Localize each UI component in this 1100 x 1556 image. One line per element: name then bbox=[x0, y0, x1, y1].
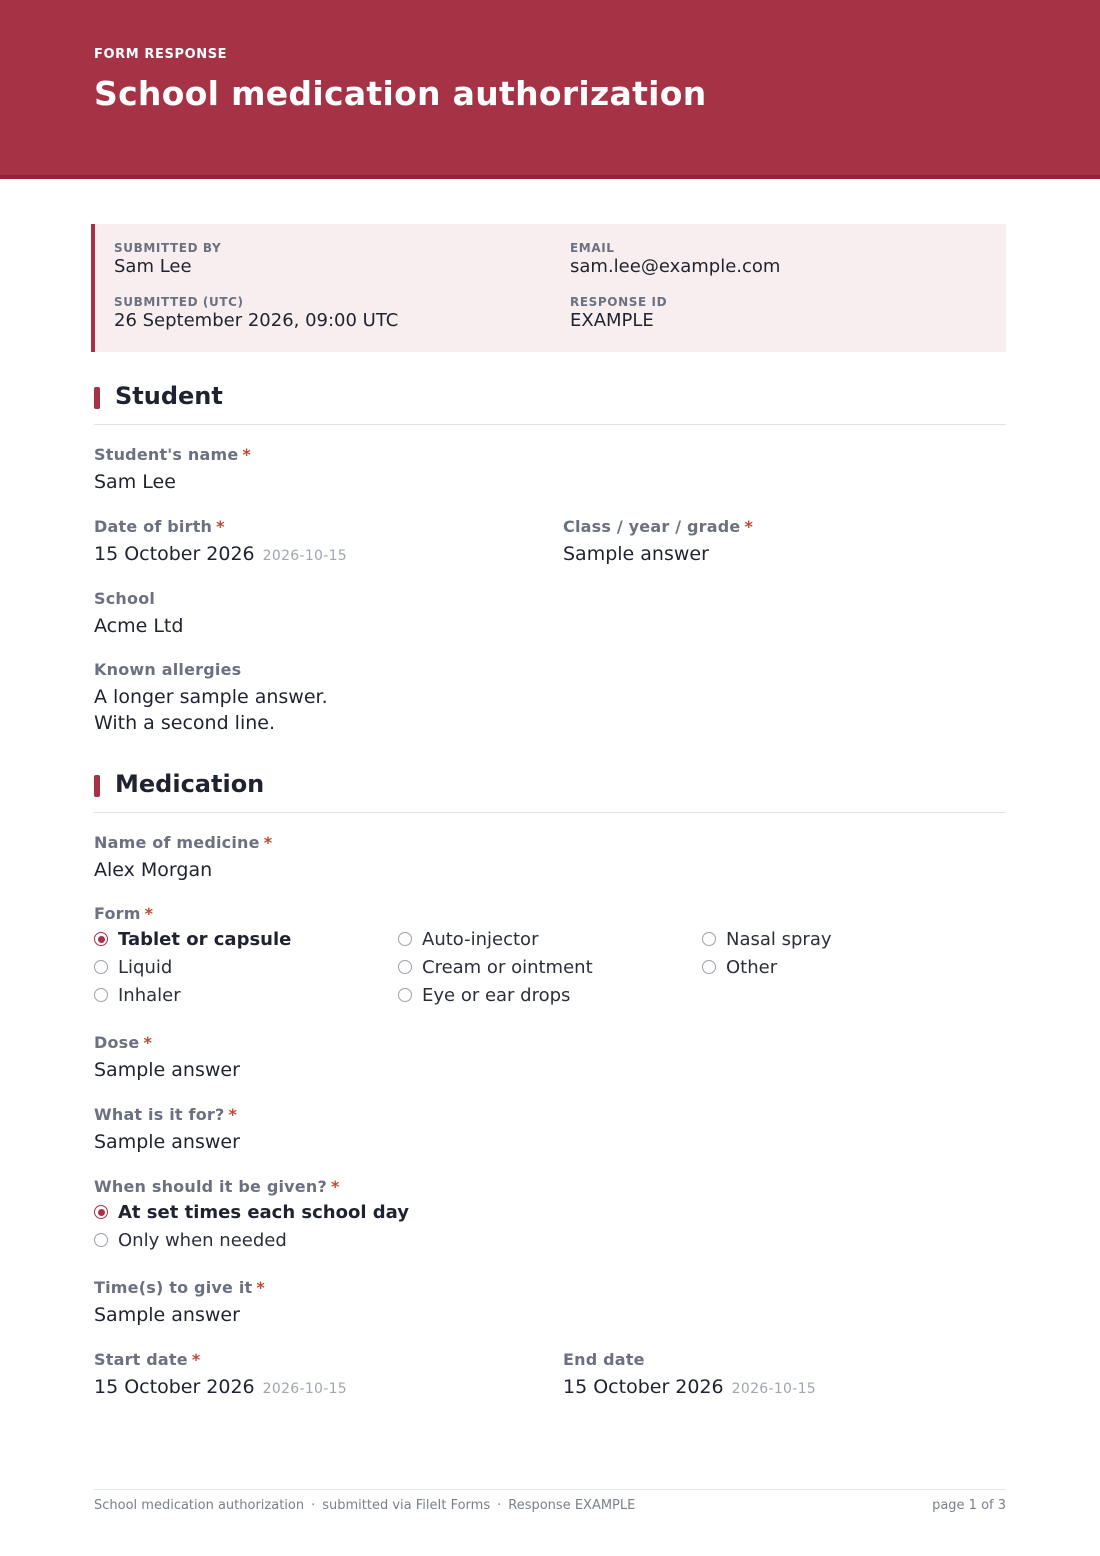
field-form bbox=[94, 904, 153, 923]
radio-empty-icon bbox=[94, 988, 108, 1002]
email bbox=[570, 241, 780, 277]
field-when-given bbox=[94, 1177, 340, 1196]
field-times bbox=[94, 1278, 265, 1328]
radio-empty-icon bbox=[398, 932, 412, 946]
footer-via: submitted via FileIt Forms bbox=[322, 1498, 491, 1513]
required-marker: * bbox=[143, 1033, 153, 1052]
field-label: Known allergies bbox=[94, 660, 242, 679]
field-label: Form * bbox=[94, 904, 154, 923]
iso-date: 2026-10-15 bbox=[731, 1381, 817, 1397]
field-label: Dose * bbox=[94, 1033, 153, 1052]
form-option-auto-injector: Auto-injector bbox=[398, 929, 538, 950]
footer-separator: · bbox=[311, 1498, 316, 1513]
form-option-tablet: Tablet or capsule bbox=[94, 929, 291, 950]
form-option-cream: Cream or ointment bbox=[398, 957, 593, 978]
form-option-other: Other bbox=[702, 957, 777, 978]
field-label: Date of birth * bbox=[94, 517, 225, 536]
field-date-of-birth bbox=[94, 517, 347, 569]
iso-date: 2026-10-15 bbox=[262, 1381, 348, 1397]
radio-empty-icon bbox=[398, 960, 412, 974]
response-id bbox=[570, 295, 667, 331]
radio-empty-icon bbox=[398, 988, 412, 1002]
required-marker: * bbox=[263, 833, 273, 852]
page-number: page 1 of 3 bbox=[932, 1498, 1006, 1513]
field-label: What is it for? * bbox=[94, 1105, 238, 1124]
field-label: Name of medicine * bbox=[94, 833, 273, 852]
field-label: Start date * bbox=[94, 1350, 201, 1369]
required-marker: * bbox=[216, 517, 225, 536]
radio-empty-icon bbox=[702, 960, 716, 974]
required-marker: * bbox=[228, 1105, 238, 1124]
field-value: Sample answer bbox=[94, 1304, 240, 1326]
form-header bbox=[0, 0, 1100, 179]
required-marker: * bbox=[242, 445, 251, 464]
footer-form-name: School medication authorization bbox=[94, 1498, 305, 1513]
field-label: Student's name * bbox=[94, 445, 251, 464]
submitted-utc-label: SUBMITTED (UTC) bbox=[114, 295, 244, 309]
when-option-set-times: At set times each school day bbox=[94, 1202, 409, 1223]
field-value: Sam Lee bbox=[94, 471, 176, 493]
email-label: EMAIL bbox=[570, 241, 615, 255]
section-medication bbox=[94, 772, 1006, 813]
field-value: 15 October 2026 2026-10-15 bbox=[94, 543, 348, 565]
radio-empty-icon bbox=[94, 960, 108, 974]
section-accent-bar bbox=[94, 775, 100, 797]
field-school bbox=[94, 589, 183, 639]
required-marker: * bbox=[256, 1278, 265, 1297]
response-id-label: RESPONSE ID bbox=[570, 295, 668, 309]
submitted-utc bbox=[114, 295, 398, 331]
response-id-value: EXAMPLE bbox=[570, 310, 654, 331]
radio-selected-icon bbox=[94, 1205, 108, 1219]
required-marker: * bbox=[330, 1177, 340, 1196]
field-label: When should it be given? * bbox=[94, 1177, 340, 1196]
submitted-by-label: SUBMITTED BY bbox=[114, 241, 222, 255]
allergies-line-2: With a second line. bbox=[94, 712, 275, 734]
footer-divider bbox=[94, 1489, 1006, 1490]
radio-selected-icon bbox=[94, 932, 108, 946]
field-end-date bbox=[563, 1350, 816, 1402]
footer-info bbox=[94, 1498, 635, 1513]
footer-separator: · bbox=[497, 1498, 502, 1513]
form-option-inhaler: Inhaler bbox=[94, 985, 181, 1006]
field-known-allergies bbox=[94, 660, 328, 736]
submitted-by bbox=[114, 241, 221, 277]
form-option-nasal-spray: Nasal spray bbox=[702, 929, 832, 950]
radio-empty-icon bbox=[702, 932, 716, 946]
field-value bbox=[94, 684, 328, 736]
form-option-drops: Eye or ear drops bbox=[398, 985, 570, 1006]
email-value: sam.lee@example.com bbox=[570, 256, 781, 277]
field-value: 15 October 2026 2026-10-15 bbox=[94, 1376, 348, 1398]
field-value: Sample answer bbox=[563, 543, 709, 565]
form-eyebrow: FORM RESPONSE bbox=[94, 47, 228, 62]
field-dose bbox=[94, 1033, 240, 1083]
radio-empty-icon bbox=[94, 1233, 108, 1247]
field-value: 15 October 2026 2026-10-15 bbox=[563, 1376, 817, 1398]
required-marker: * bbox=[744, 517, 754, 536]
field-start-date bbox=[94, 1350, 347, 1402]
field-value: Sample answer bbox=[94, 1059, 240, 1081]
field-medicine-name bbox=[94, 833, 272, 883]
field-label: End date bbox=[563, 1350, 645, 1369]
form-title: School medication authorization bbox=[94, 74, 707, 113]
field-label: Class / year / grade * bbox=[563, 517, 754, 536]
when-option-when-needed: Only when needed bbox=[94, 1230, 287, 1251]
form-option-liquid: Liquid bbox=[94, 957, 172, 978]
field-purpose bbox=[94, 1105, 240, 1155]
field-label: Time(s) to give it * bbox=[94, 1278, 265, 1297]
field-value: Sample answer bbox=[94, 1131, 240, 1153]
submission-meta-panel bbox=[91, 224, 1006, 352]
section-title: Student bbox=[115, 382, 223, 410]
footer-response: Response EXAMPLE bbox=[508, 1498, 636, 1513]
required-marker: * bbox=[191, 1350, 201, 1369]
field-value: Acme Ltd bbox=[94, 615, 184, 637]
submitted-utc-value: 26 September 2026, 09:00 UTC bbox=[114, 310, 399, 331]
allergies-line-1: A longer sample answer. bbox=[94, 686, 328, 708]
required-marker: * bbox=[144, 904, 154, 923]
field-label: School bbox=[94, 589, 156, 608]
field-student-name bbox=[94, 445, 251, 495]
field-value: Alex Morgan bbox=[94, 859, 213, 881]
iso-date: 2026-10-15 bbox=[262, 548, 348, 564]
section-accent-bar bbox=[94, 387, 100, 409]
section-title: Medication bbox=[115, 770, 265, 798]
submitted-by-value: Sam Lee bbox=[114, 256, 192, 277]
section-student bbox=[94, 384, 1006, 425]
field-class bbox=[563, 517, 753, 567]
